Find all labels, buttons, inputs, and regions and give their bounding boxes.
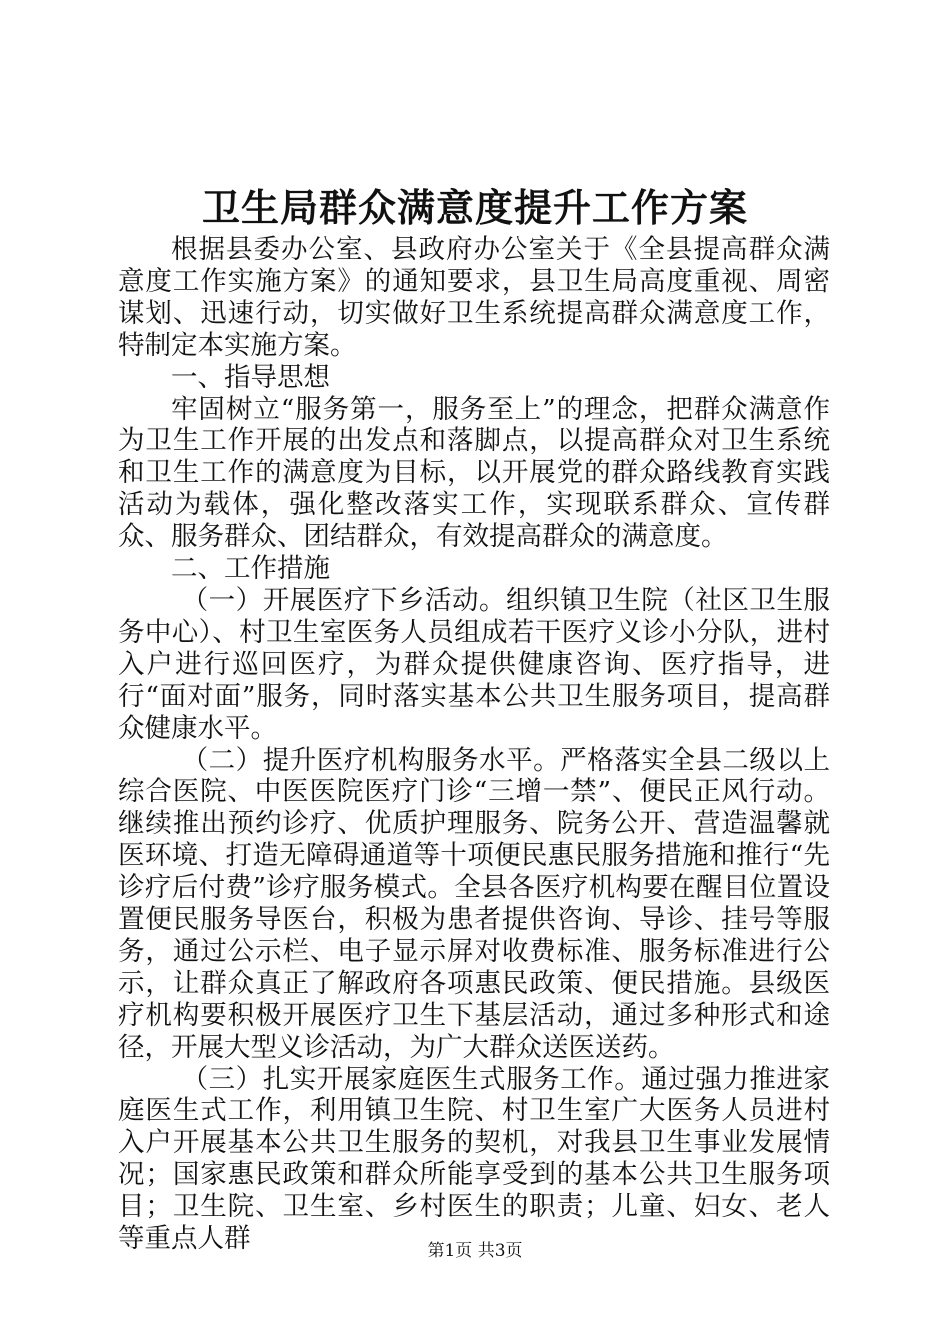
section-heading-work-measures: 二、工作措施	[171, 553, 330, 585]
page-footer: 第1页 共3页	[427, 1241, 523, 1261]
document-body	[118, 234, 830, 1255]
measure-paragraph-1: （一）开展医疗下乡活动。组织镇卫生院（社区卫生服务中心）、村卫生室医务人员组成若干医疗义诊小分队，进村入户进行巡回医疗，为群众提供健康咨询、医疗指导，进行“面对面”服务，同时落实基本公共卫生服务项目，提高群众健康水平。	[118, 584, 830, 744]
measure-paragraph-2: （二）提升医疗机构服务水平。严格落实全县二级以上综合医院、中医医院医疗门诊“三增一禁”、便民正风行动。继续推出预约诊疗、优质护理服务、院务公开、营造温馨就医环境、打造无障碍通道等十项便民惠民服务措施和推行“先诊疗后付费”诊疗服务模式。全县各医疗机构要在醒目位置设置便民服务导医台，积极为患者提供咨询、导诊、挂号等服务，通过公示栏、电子显示屏对收费标准、服务标准进行公示，让群众真正了解政府各项惠民政策、便民措施。县级医疗机构要积极开展医疗卫生下基层活动，通过多种形式和途径，开展大型义诊活动，为广大群众送医送药。	[118, 744, 830, 1063]
guiding-ideology-paragraph: 牢固树立“服务第一，服务至上”的理念，把群众满意作为卫生工作开展的出发点和落脚点，以提高群众对卫生系统和卫生工作的满意度为目标，以开展党的群众路线教育实践活动为载体，强化整改落实工作，实现联系群众、宣传群众、服务群众、团结群众，有效提高群众的满意度。	[118, 393, 830, 553]
intro-paragraph: 根据县委办公室、县政府办公室关于《全县提高群众满意度工作实施方案》的通知要求，县卫生局高度重视、周密谋划、迅速行动，切实做好卫生系统提高群众满意度工作，特制定本实施方案。	[118, 234, 830, 361]
document-title: 卫生局群众满意度提升工作方案	[201, 185, 748, 230]
section-heading-guiding-ideology: 一、指导思想	[171, 361, 330, 393]
measure-paragraph-3: （三）扎实开展家庭医生式服务工作。通过强力推进家庭医生式工作，利用镇卫生院、村卫生室广大医务人员进村入户开展基本公共卫生服务的契机，对我县卫生事业发展情况；国家惠民政策和群众所能享受到的基本公共卫生服务项目；卫生院、卫生室、乡村医生的职责；儿童、妇女、老人等重点人群	[118, 1063, 830, 1255]
